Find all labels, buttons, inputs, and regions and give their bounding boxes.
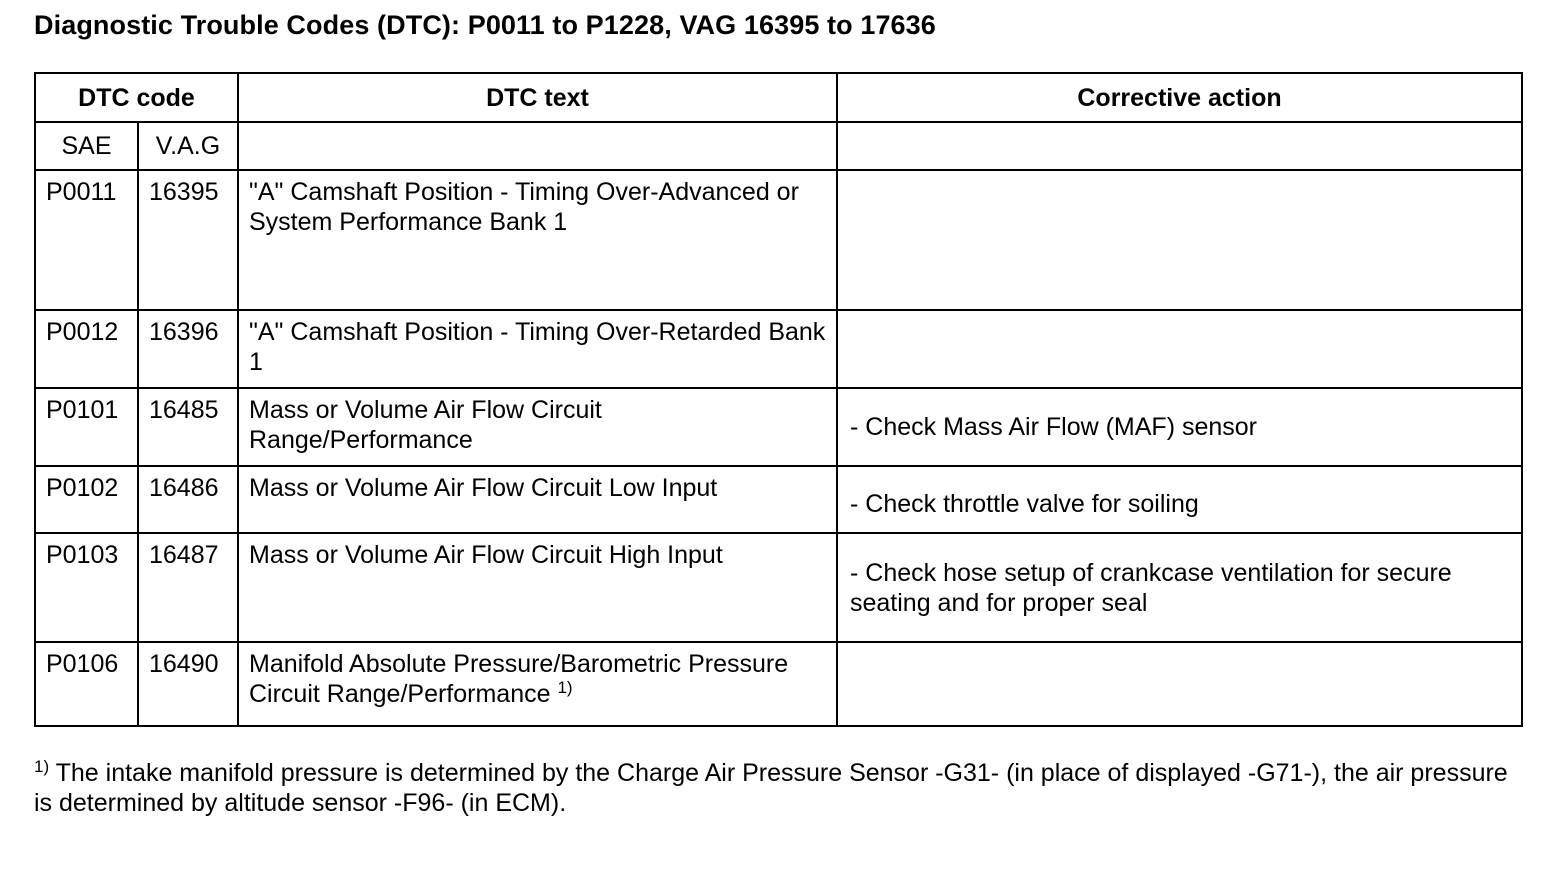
vag-code: 16396 xyxy=(138,310,238,388)
table-row xyxy=(35,388,1522,466)
table-row xyxy=(35,170,1522,310)
footnote-text: The intake manifold pressure is determined by the Charge Air Pressure Sensor -G31- (in place of displayed -G71-), the air pressure is determined by altitude sensor -F96- (in ECM). xyxy=(34,759,1508,817)
dtc-text: Mass or Volume Air Flow Circuit Range/Performance xyxy=(238,388,837,466)
corrective-action xyxy=(837,310,1522,388)
footnote xyxy=(34,758,1524,818)
corrective-action: - Check hose setup of crankcase ventilation for secure seating and for proper seal xyxy=(837,533,1522,642)
sae-code: P0101 xyxy=(35,388,138,466)
corrective-action: - Check Mass Air Flow (MAF) sensor xyxy=(837,388,1522,466)
vag-code: 16487 xyxy=(138,533,238,642)
dtc-text: Mass or Volume Air Flow Circuit High Input xyxy=(238,533,837,642)
table-subheader-row xyxy=(35,122,1522,170)
sae-code: P0103 xyxy=(35,533,138,642)
sae-code: P0102 xyxy=(35,466,138,533)
dtc-text: Manifold Absolute Pressure/Barometric Pressure Circuit Range/Performance xyxy=(249,650,789,708)
vag-code: 16395 xyxy=(138,170,238,310)
dtc-text: Mass or Volume Air Flow Circuit Low Input xyxy=(238,466,837,533)
footnote-reference: 1) xyxy=(557,678,573,697)
header-empty-text xyxy=(238,122,837,170)
corrective-action xyxy=(837,170,1522,310)
dtc-text: "A" Camshaft Position - Timing Over-Advanced or System Performance Bank 1 xyxy=(238,170,837,310)
header-dtc-code: DTC code xyxy=(35,73,238,122)
header-empty-action xyxy=(837,122,1522,170)
table-row xyxy=(35,466,1522,533)
vag-code: 16486 xyxy=(138,466,238,533)
corrective-action: - Check throttle valve for soiling xyxy=(837,466,1522,533)
header-dtc-text: DTC text xyxy=(238,73,837,122)
table-row xyxy=(35,310,1522,388)
dtc-text-cell xyxy=(238,642,837,726)
dtc-text: "A" Camshaft Position - Timing Over-Retarded Bank 1 xyxy=(238,310,837,388)
sae-code: P0011 xyxy=(35,170,138,310)
footnote-marker: 1) xyxy=(34,757,50,776)
table-row xyxy=(35,533,1522,642)
table-row xyxy=(35,642,1522,726)
page-title: Diagnostic Trouble Codes (DTC): P0011 to P1228, VAG 16395 to 17636 xyxy=(34,10,936,40)
sae-code: P0106 xyxy=(35,642,138,726)
header-corrective-action: Corrective action xyxy=(837,73,1522,122)
table-header-row xyxy=(35,73,1522,122)
header-vag: V.A.G xyxy=(138,122,238,170)
sae-code: P0012 xyxy=(35,310,138,388)
vag-code: 16485 xyxy=(138,388,238,466)
vag-code: 16490 xyxy=(138,642,238,726)
corrective-action xyxy=(837,642,1522,726)
header-sae: SAE xyxy=(35,122,138,170)
dtc-table xyxy=(34,72,1523,727)
